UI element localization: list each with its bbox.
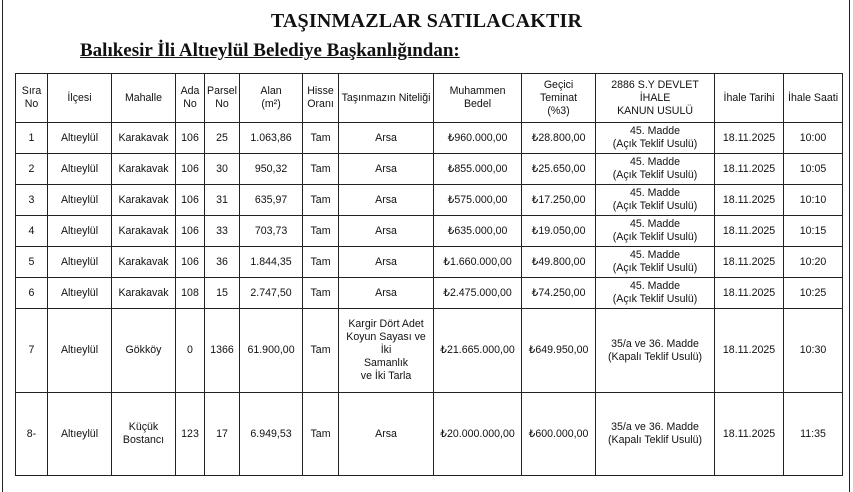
cell-bedel: ₺20.000.000,00 [434, 393, 522, 476]
cell-hisse: Tam [303, 309, 339, 393]
col-header-muhammen: Muhammen Bedel [434, 74, 522, 123]
cell-alan: 635,97 [240, 185, 303, 216]
cell-parsel: 31 [205, 185, 240, 216]
col-header-saat: İhale Saati [784, 74, 843, 123]
cell-teminat: ₺649.950,00 [522, 309, 596, 393]
cell-ada: 123 [176, 393, 205, 476]
table-row [16, 309, 843, 393]
cell-nitelik: Arsa [339, 154, 434, 185]
cell-mahalle: Karakavak [112, 216, 176, 247]
cell-ilce: Altıeylül [48, 247, 112, 278]
cell-saat: 10:10 [784, 185, 843, 216]
cell-ada: 106 [176, 123, 205, 154]
cell-bedel: ₺575.000,00 [434, 185, 522, 216]
table-row [16, 216, 843, 247]
cell-alan: 2.747,50 [240, 278, 303, 309]
cell-mahalle: Küçük Bostancı [112, 393, 176, 476]
cell-usul: 45. Madde (Açık Teklif Usulü) [596, 154, 715, 185]
table-row [16, 185, 843, 216]
cell-parsel: 30 [205, 154, 240, 185]
auction-table [15, 73, 843, 476]
cell-no: 8- [16, 393, 48, 476]
table-row [16, 123, 843, 154]
page-border-right [849, 0, 850, 492]
cell-nitelik: Arsa [339, 216, 434, 247]
cell-ilce: Altıeylül [48, 123, 112, 154]
cell-teminat: ₺74.250,00 [522, 278, 596, 309]
col-header-ada: Ada No [176, 74, 205, 123]
cell-nitelik: Kargir Dört Adet Koyun Sayası ve İki Samanlık ve İki Tarla [339, 309, 434, 393]
cell-mahalle: Karakavak [112, 185, 176, 216]
cell-alan: 1.844,35 [240, 247, 303, 278]
cell-ilce: Altıeylül [48, 216, 112, 247]
cell-nitelik: Arsa [339, 123, 434, 154]
cell-no: 5 [16, 247, 48, 278]
col-header-hisse: Hisse Oranı [303, 74, 339, 123]
cell-nitelik: Arsa [339, 185, 434, 216]
cell-nitelik: Arsa [339, 393, 434, 476]
cell-teminat: ₺600.000,00 [522, 393, 596, 476]
cell-bedel: ₺635.000,00 [434, 216, 522, 247]
cell-parsel: 17 [205, 393, 240, 476]
cell-no: 2 [16, 154, 48, 185]
cell-tarih: 18.11.2025 [715, 123, 784, 154]
cell-mahalle: Gökköy [112, 309, 176, 393]
cell-usul: 45. Madde (Açık Teklif Usulü) [596, 216, 715, 247]
table-row [16, 247, 843, 278]
notice-subtitle: Balıkesir İli Altıeylül Belediye Başkanlığından: [80, 40, 460, 61]
col-header-sira: Sıra No [16, 74, 48, 123]
cell-usul: 45. Madde (Açık Teklif Usulü) [596, 185, 715, 216]
cell-teminat: ₺28.800,00 [522, 123, 596, 154]
cell-tarih: 18.11.2025 [715, 393, 784, 476]
cell-saat: 10:05 [784, 154, 843, 185]
cell-ilce: Altıeylül [48, 393, 112, 476]
cell-alan: 61.900,00 [240, 309, 303, 393]
table-row [16, 278, 843, 309]
page-border-left [2, 0, 3, 492]
col-header-teminat: Geçici Teminat (%3) [522, 74, 596, 123]
cell-no: 4 [16, 216, 48, 247]
cell-hisse: Tam [303, 123, 339, 154]
cell-bedel: ₺960.000,00 [434, 123, 522, 154]
cell-bedel: ₺21.665.000,00 [434, 309, 522, 393]
cell-mahalle: Karakavak [112, 154, 176, 185]
cell-hisse: Tam [303, 185, 339, 216]
cell-ilce: Altıeylül [48, 278, 112, 309]
cell-no: 3 [16, 185, 48, 216]
cell-alan: 1.063,86 [240, 123, 303, 154]
cell-alan: 703,73 [240, 216, 303, 247]
cell-parsel: 1366 [205, 309, 240, 393]
cell-tarih: 18.11.2025 [715, 216, 784, 247]
col-header-mahalle: Mahalle [112, 74, 176, 123]
cell-tarih: 18.11.2025 [715, 309, 784, 393]
cell-bedel: ₺855.000,00 [434, 154, 522, 185]
cell-hisse: Tam [303, 216, 339, 247]
cell-no: 7 [16, 309, 48, 393]
cell-ada: 106 [176, 216, 205, 247]
cell-saat: 10:25 [784, 278, 843, 309]
cell-usul: 45. Madde (Açık Teklif Usulü) [596, 247, 715, 278]
cell-teminat: ₺25.650,00 [522, 154, 596, 185]
col-header-ilce: İlçesi [48, 74, 112, 123]
cell-parsel: 25 [205, 123, 240, 154]
cell-tarih: 18.11.2025 [715, 278, 784, 309]
cell-bedel: ₺1.660.000,00 [434, 247, 522, 278]
cell-parsel: 33 [205, 216, 240, 247]
cell-hisse: Tam [303, 247, 339, 278]
cell-teminat: ₺19.050,00 [522, 216, 596, 247]
cell-hisse: Tam [303, 278, 339, 309]
cell-ada: 0 [176, 309, 205, 393]
col-header-nitelik: Taşınmazın Niteliği [339, 74, 434, 123]
cell-ilce: Altıeylül [48, 185, 112, 216]
cell-saat: 11:35 [784, 393, 843, 476]
cell-ada: 106 [176, 185, 205, 216]
cell-mahalle: Karakavak [112, 278, 176, 309]
table-row [16, 393, 843, 476]
cell-usul: 35/a ve 36. Madde (Kapalı Teklif Usulü) [596, 393, 715, 476]
cell-hisse: Tam [303, 154, 339, 185]
cell-no: 6 [16, 278, 48, 309]
cell-ada: 108 [176, 278, 205, 309]
cell-no: 1 [16, 123, 48, 154]
header-row [16, 74, 843, 123]
cell-saat: 10:00 [784, 123, 843, 154]
cell-hisse: Tam [303, 393, 339, 476]
col-header-tarih: İhale Tarihi [715, 74, 784, 123]
cell-saat: 10:15 [784, 216, 843, 247]
cell-teminat: ₺49.800,00 [522, 247, 596, 278]
cell-nitelik: Arsa [339, 247, 434, 278]
cell-tarih: 18.11.2025 [715, 247, 784, 278]
cell-usul: 45. Madde (Açık Teklif Usulü) [596, 123, 715, 154]
cell-tarih: 18.11.2025 [715, 154, 784, 185]
cell-ilce: Altıeylül [48, 154, 112, 185]
table-row [16, 154, 843, 185]
col-header-kanun: 2886 S.Y DEVLET İHALE KANUN USULÜ [596, 74, 715, 123]
cell-alan: 6.949,53 [240, 393, 303, 476]
cell-tarih: 18.11.2025 [715, 185, 784, 216]
cell-parsel: 15 [205, 278, 240, 309]
cell-alan: 950,32 [240, 154, 303, 185]
cell-nitelik: Arsa [339, 278, 434, 309]
cell-bedel: ₺2.475.000,00 [434, 278, 522, 309]
cell-parsel: 36 [205, 247, 240, 278]
notice-title: TAŞINMAZLAR SATILACAKTIR [270, 10, 583, 32]
cell-saat: 10:20 [784, 247, 843, 278]
cell-mahalle: Karakavak [112, 247, 176, 278]
cell-ada: 106 [176, 247, 205, 278]
cell-mahalle: Karakavak [112, 123, 176, 154]
col-header-parsel: Parsel No [205, 74, 240, 123]
cell-usul: 45. Madde (Açık Teklif Usulü) [596, 278, 715, 309]
col-header-alan: Alan (m²) [240, 74, 303, 123]
cell-ada: 106 [176, 154, 205, 185]
cell-usul: 35/a ve 36. Madde (Kapalı Teklif Usulü) [596, 309, 715, 393]
cell-saat: 10:30 [784, 309, 843, 393]
cell-ilce: Altıeylül [48, 309, 112, 393]
cell-teminat: ₺17.250,00 [522, 185, 596, 216]
